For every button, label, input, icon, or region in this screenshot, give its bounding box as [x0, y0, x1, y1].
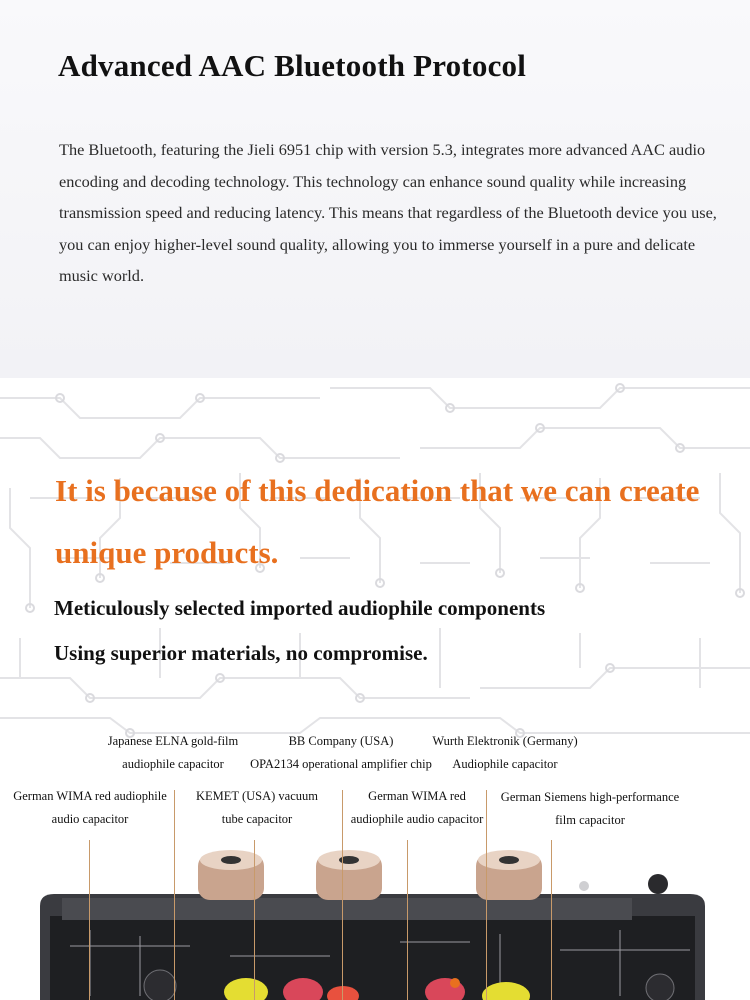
component-label-line: German WIMA red audiophile — [13, 789, 167, 803]
leader-line-wima-mid — [407, 840, 408, 1000]
component-label-line: Audiophile capacitor — [452, 757, 558, 771]
aac-title: Advanced AAC Bluetooth Protocol — [58, 48, 527, 83]
aac-description: The Bluetooth, featuring the Jieli 6951 chip with version 5.3, integrates more advanced AAC audio encoding and decoding technology. This technology can enhance sound quality while increasing transmission speed and reducing latency. This means that regardless of the Bluetooth device you use, you can enjoy higher-level sound quality, allowing you to immerse yourself in a pure and delicate music world. — [59, 140, 717, 285]
leader-line-wima-left — [89, 840, 90, 1000]
amplifier-device-photo — [0, 846, 750, 1000]
component-label-wima-mid — [342, 785, 492, 831]
component-label-line: Japanese ELNA gold-film — [107, 734, 239, 748]
component-label-line: OPA2134 operational amplifier chip — [250, 757, 432, 771]
dedication-subtitle-2: Using superior materials, no compromise. — [54, 641, 428, 665]
component-label-bb — [241, 730, 441, 776]
aac-section — [0, 0, 750, 378]
dedication-section — [0, 378, 750, 1000]
component-label-line: audio capacitor — [51, 812, 129, 826]
leader-line-siemens — [551, 840, 552, 1000]
component-label-line: German WIMA red — [368, 789, 466, 803]
component-label-line: audiophile capacitor — [122, 757, 224, 771]
component-label-line: film capacitor — [555, 813, 625, 827]
component-label-wima-left — [5, 785, 175, 831]
component-label-line: German Siemens high-performance — [500, 790, 680, 804]
component-label-wurth — [425, 730, 585, 776]
component-label-line: KEMET (USA) vacuum — [196, 789, 318, 803]
component-label-line: tube capacitor — [221, 812, 293, 826]
component-label-kemet — [186, 785, 328, 831]
dedication-headline: It is because of this dedication that we can create unique products. — [55, 473, 700, 570]
component-label-line: Wurth Elektronik (Germany) — [432, 734, 578, 748]
component-label-line: BB Company (USA) — [288, 734, 394, 748]
leader-line-kemet — [254, 840, 255, 1000]
dedication-subtitle-1: Meticulously selected imported audiophile components — [54, 596, 546, 620]
component-label-siemens — [490, 786, 690, 832]
component-label-line: audiophile audio capacitor — [350, 812, 484, 826]
component-label-elna — [98, 730, 248, 776]
